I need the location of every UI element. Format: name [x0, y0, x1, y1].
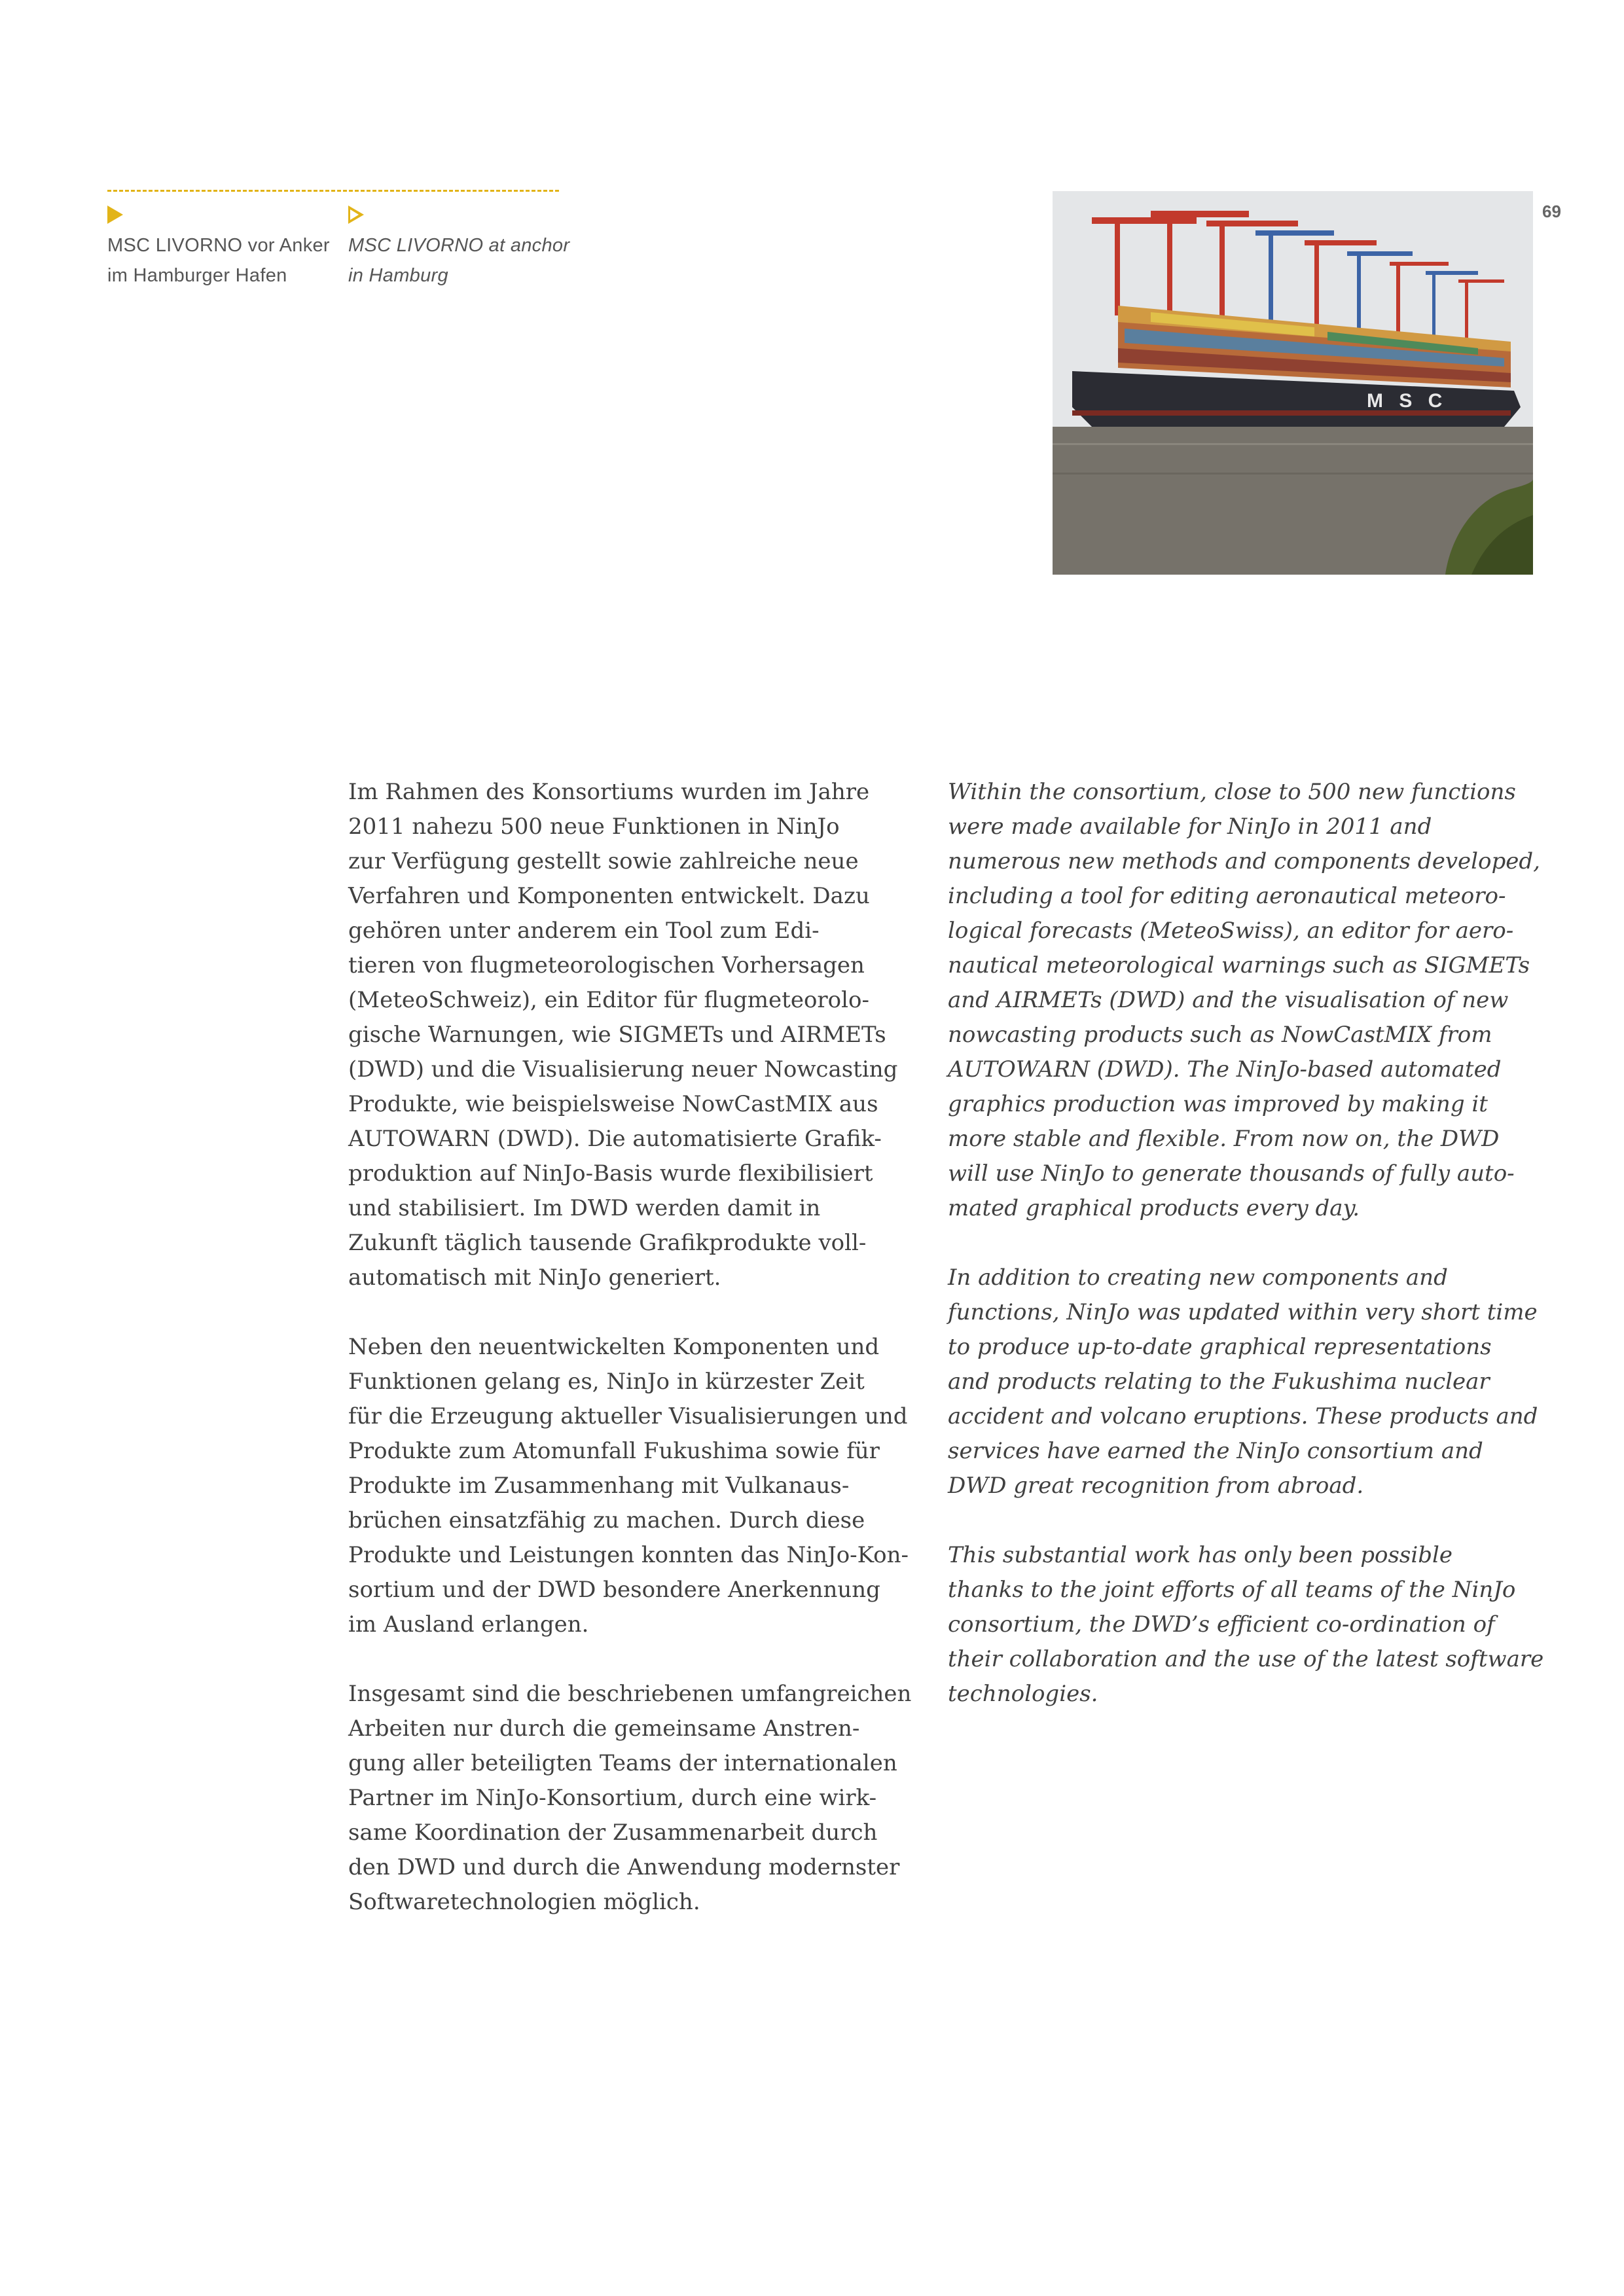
photo-caption-english [348, 230, 571, 291]
photo-caption-german [107, 230, 330, 291]
text-line: Produkte und Leistungen konnten das NinJo-Kon- [348, 1542, 909, 1568]
text-line: tieren von flugmeteorologischen Vorhersagen [348, 952, 865, 978]
text-line: (DWD) und die Visualisierung neuer Nowcasting [348, 1056, 898, 1083]
text-line: accident and volcano eruptions. These products and [948, 1403, 1538, 1429]
text-line: Produkte, wie beispielsweise NowCastMIX aus [348, 1091, 878, 1117]
text-line: including a tool for editing aeronautical meteoro- [948, 883, 1506, 909]
text-line: automatisch mit NinJo generiert. [348, 1265, 721, 1291]
text-line: nautical meteorological warnings such as SIGMETs [948, 952, 1530, 978]
text-line: sortium und der DWD besondere Anerkennung [348, 1577, 880, 1603]
text-line: logical forecasts (MeteoSwiss), an editor for aero- [948, 918, 1514, 944]
text-line: AUTOWARN (DWD). The NinJo-based automated [948, 1056, 1502, 1083]
text-line: and AIRMETs (DWD) and the visualisation of new [948, 987, 1509, 1013]
caption-line: MSC LIVORNO at anchor [348, 235, 570, 256]
text-line: zur Verfügung gestellt sowie zahlreiche neue [348, 848, 859, 874]
text-line: Softwaretechnologien möglich. [348, 1889, 700, 1915]
text-line: Im Rahmen des Konsortiums wurden im Jahre [348, 779, 870, 805]
caption-divider-rule [107, 190, 559, 192]
text-line: services have earned the NinJo consortium and [948, 1438, 1483, 1464]
text-line: and products relating to the Fukushima nuclear [948, 1369, 1490, 1395]
text-line: gische Warnungen, wie SIGMETs und AIRMETs [348, 1022, 886, 1048]
text-line: more stable and flexible. From now on, the DWD [948, 1126, 1500, 1152]
paragraph [948, 1538, 1544, 1712]
text-line: This substantial work has only been possible [948, 1542, 1453, 1568]
text-line: In addition to creating new components and [948, 1265, 1448, 1291]
text-line: Funktionen gelang es, NinJo in kürzester Zeit [348, 1369, 865, 1395]
text-line: their collaboration and the use of the latest software [948, 1646, 1544, 1672]
text-line: Arbeiten nur durch die gemeinsame Anstren- [348, 1715, 860, 1742]
text-line: numerous new methods and components developed, [948, 848, 1540, 874]
paragraph [948, 775, 1540, 1226]
text-line: Partner im NinJo-Konsortium, durch eine wirk- [348, 1785, 877, 1811]
text-line: (MeteoSchweiz), ein Editor für flugmeteorolo- [348, 987, 869, 1013]
paragraph [348, 1677, 937, 1920]
text-line: thanks to the joint efforts of all teams of the NinJo [948, 1577, 1516, 1603]
text-line: technologies. [948, 1681, 1098, 1707]
text-line: den DWD und durch die Anwendung modernster [348, 1854, 900, 1880]
caption-arrow-icon-outline [348, 206, 364, 224]
container-ship-photo [1053, 191, 1533, 575]
text-line: DWD great recognition from abroad. [948, 1473, 1364, 1499]
text-line: produktion auf NinJo-Basis wurde flexibilisiert [348, 1160, 873, 1187]
paragraph [348, 775, 937, 1295]
paragraph [348, 1330, 937, 1642]
text-line: to produce up-to-date graphical representations [948, 1334, 1492, 1360]
text-line: AUTOWARN (DWD). Die automatisierte Grafik- [348, 1126, 882, 1152]
text-line: 2011 nahezu 500 neue Funktionen in NinJo [348, 814, 840, 840]
text-line: same Koordination der Zusammenarbeit durch [348, 1820, 878, 1846]
caption-line: MSC LIVORNO vor Anker [107, 235, 330, 256]
text-line: gehören unter anderem ein Tool zum Edi- [348, 918, 820, 944]
text-line: Insgesamt sind die beschriebenen umfangreichen [348, 1681, 912, 1707]
text-line: im Ausland erlangen. [348, 1611, 589, 1638]
text-line: consortium, the DWD’s efficient co-ordination of [948, 1611, 1495, 1638]
text-line: für die Erzeugung aktueller Visualisierungen und [348, 1403, 908, 1429]
text-line: graphics production was improved by making it [948, 1091, 1488, 1117]
text-line: brüchen einsatzfähig zu machen. Durch diese [348, 1507, 865, 1534]
text-line: und stabilisiert. Im DWD werden damit in [348, 1195, 821, 1221]
caption-line: im Hamburger Hafen [107, 265, 287, 286]
text-line: Neben den neuentwickelten Komponenten und [348, 1334, 880, 1360]
caption-arrow-icon-filled [107, 206, 123, 224]
hull-lettering: M S C [1367, 390, 1448, 412]
body-text-english [948, 775, 1544, 1746]
text-line: mated graphical products every day. [948, 1195, 1360, 1221]
text-line: nowcasting products such as NowCastMIX from [948, 1022, 1492, 1048]
paragraph [948, 1261, 1537, 1503]
text-line: Verfahren und Komponenten entwickelt. Dazu [348, 883, 870, 909]
text-line: Produkte im Zusammenhang mit Vulkanaus- [348, 1473, 850, 1499]
text-line: were made available for NinJo in 2011 and [948, 814, 1432, 840]
text-line: will use NinJo to generate thousands of fully auto- [948, 1160, 1515, 1187]
text-line: Produkte zum Atomunfall Fukushima sowie für [348, 1438, 880, 1464]
body-text-german [348, 775, 937, 1954]
page-number: 69 [1542, 202, 1561, 221]
text-line: Zukunft täglich tausende Grafikprodukte voll- [348, 1230, 867, 1256]
text-line: Within the consortium, close to 500 new functions [948, 779, 1516, 805]
caption-line: in Hamburg [348, 265, 448, 286]
text-line: gung aller beteiligten Teams der internationalen [348, 1750, 897, 1776]
text-line: functions, NinJo was updated within very short time [948, 1299, 1538, 1325]
